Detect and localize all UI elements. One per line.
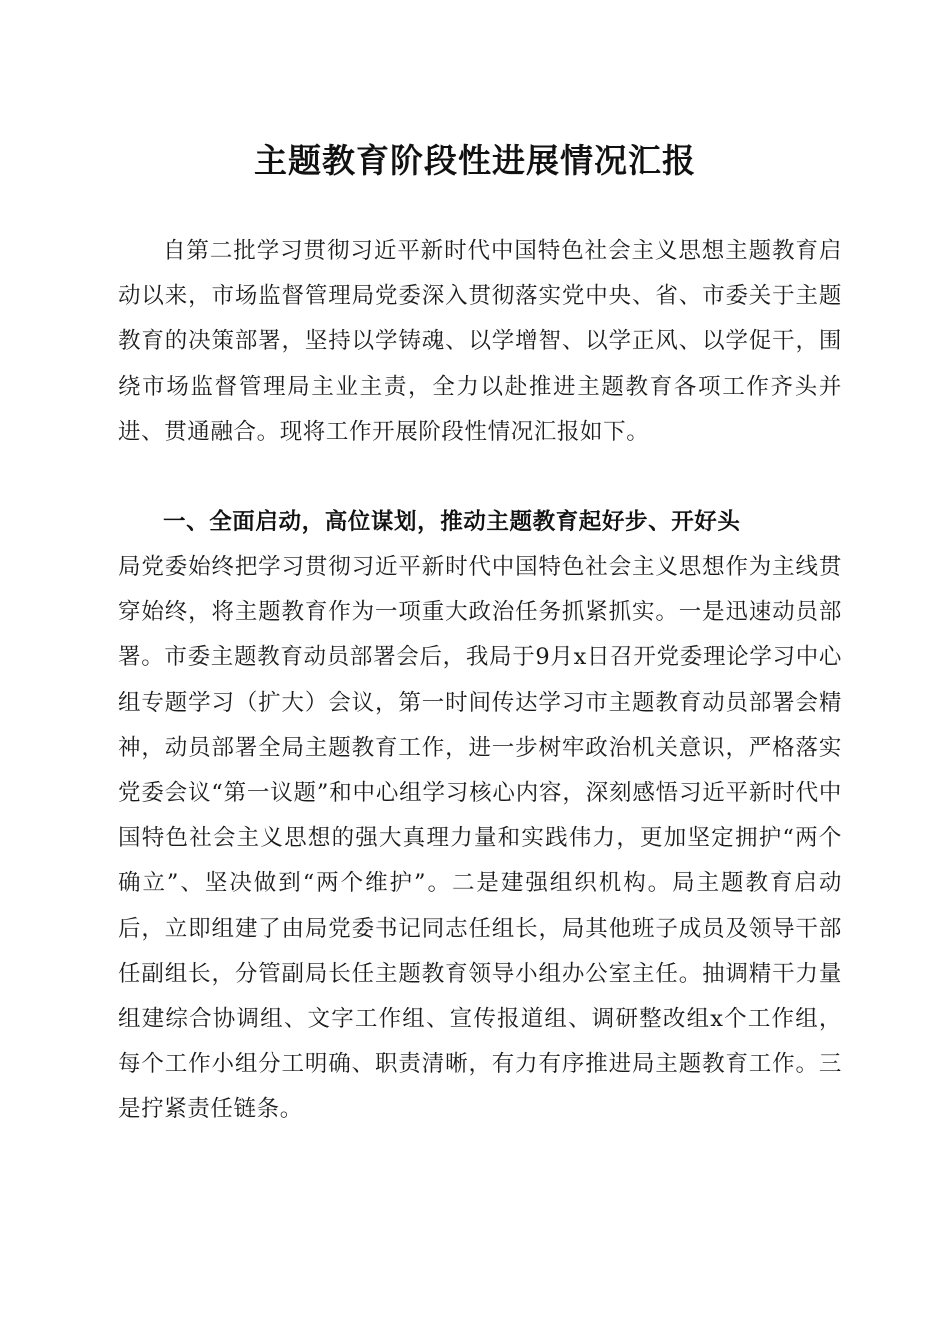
document-title: 主题教育阶段性进展情况汇报 xyxy=(254,141,696,180)
section-1-heading: 一、全面启动，高位谋划，推动主题教育起好步、开好头 xyxy=(163,509,741,535)
section-1-body: 局党委始终把学习贯彻习近平新时代中国特色社会主义思想作为主线贯穿始终，将主题教育作为一项重大政治任务抓紧抓实。一是迅速动员部署。市委主题教育动员部署会后，我局于9月x日召开党委理论学习中心组专题学习（扩大）会议，第一时间传达学习市主题教育动员部署会精神，动员部署全局主题教育工作，进一步树牢政治机关意识，严格落实党委会议“第一议题”和中心组学习核心内容，深刻感悟习近平新时代中国特色社会主义思想的强大真理力量和实践伟力，更加坚定拥护“两个确立”、坚决做到“两个维护”。二是建强组织机构。局主题教育启动后，立即组建了由局党委书记同志任组长，局其他班子成员及领导干部任副组长，分管副局长任主题教育领导小组办公室主任。抽调精干力量组建综合协调组、文字工作组、宣传报道组、调研整改组x个工作组，每个工作小组分工明确、职责清晰，有力有序推进局主题教育工作。三是拧紧责任链条。 xyxy=(118,554,842,1123)
intro-paragraph: 自第二批学习贯彻习近平新时代中国特色社会主义思想主题教育启动以来，市场监督管理局党委深入贯彻落实党中央、省、市委关于主题教育的决策部署，坚持以学铸魂、以学增智、以学正风、以学促干，围绕市场监督管理局主业主责，全力以赴推进主题教育各项工作齐头并进、贯通融合。现将工作开展阶段性情况汇报如下。 xyxy=(118,238,842,445)
